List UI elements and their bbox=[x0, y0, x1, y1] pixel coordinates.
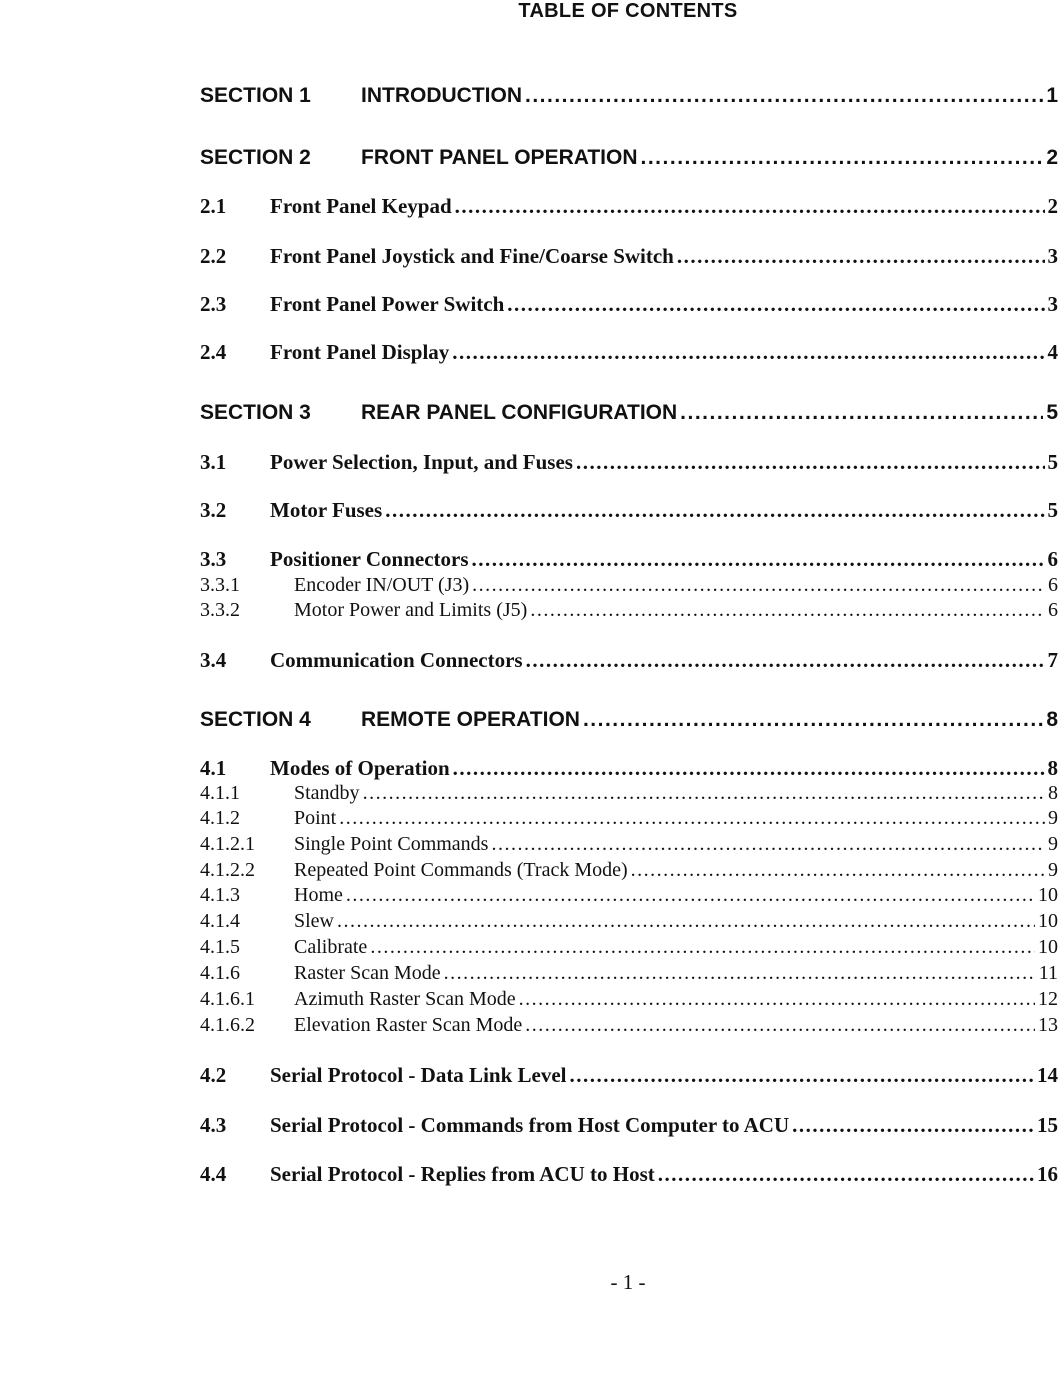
toc-number: SECTION 1 bbox=[200, 84, 311, 107]
toc-number: 4.1.6.2 bbox=[200, 1014, 255, 1036]
toc-entry-2-2[interactable] bbox=[200, 244, 1058, 269]
dot-leader bbox=[337, 910, 1035, 933]
toc-number: 4.2 bbox=[200, 1063, 227, 1087]
dot-leader bbox=[525, 84, 1043, 108]
toc-number: 3.2 bbox=[200, 498, 227, 522]
toc-number: 4.4 bbox=[200, 1162, 227, 1186]
toc-page-number: 3 bbox=[1047, 292, 1058, 316]
toc-page-number: 4 bbox=[1047, 340, 1058, 364]
toc-page-number: 7 bbox=[1047, 648, 1058, 672]
toc-entry-4-4[interactable] bbox=[200, 1162, 1058, 1187]
toc-page-number: 6 bbox=[1048, 599, 1058, 621]
toc-entry-2-4[interactable] bbox=[200, 340, 1058, 365]
toc-title: Calibrate bbox=[294, 936, 368, 958]
dot-leader bbox=[680, 401, 1043, 425]
toc-entry-3-3-2[interactable] bbox=[200, 599, 1058, 622]
toc-number: 4.1.3 bbox=[200, 884, 240, 906]
toc-entry-3-3-1[interactable] bbox=[200, 574, 1058, 597]
page-footer: - 1 - bbox=[610, 1270, 646, 1294]
toc-number: 4.1.2 bbox=[200, 807, 240, 829]
dot-leader bbox=[526, 648, 1045, 673]
toc-page-number: 9 bbox=[1048, 859, 1058, 881]
toc-page-number: 10 bbox=[1038, 910, 1058, 932]
toc-section-3[interactable] bbox=[200, 401, 1058, 425]
toc-number: 3.1 bbox=[200, 450, 227, 474]
dot-leader bbox=[363, 782, 1045, 805]
toc-title: Positioner Connectors bbox=[270, 547, 469, 571]
toc-title: Motor Power and Limits (J5) bbox=[294, 599, 528, 621]
toc-section-2[interactable] bbox=[200, 146, 1058, 170]
toc-number: 4.1.2.1 bbox=[200, 833, 255, 855]
toc-page-number: 16 bbox=[1037, 1162, 1058, 1186]
toc-entry-4-1-6[interactable] bbox=[200, 962, 1058, 985]
dot-leader bbox=[530, 599, 1045, 622]
toc-page-number: 8 bbox=[1046, 708, 1058, 731]
toc-number: 4.1.4 bbox=[200, 910, 240, 932]
toc-title: Communication Connectors bbox=[270, 648, 523, 672]
dot-leader bbox=[583, 708, 1043, 732]
toc-entry-4-1-2-2[interactable] bbox=[200, 859, 1058, 882]
toc-entry-2-3[interactable] bbox=[200, 292, 1058, 317]
toc-page-number: 6 bbox=[1048, 574, 1058, 596]
toc-title: Front Panel Keypad bbox=[270, 194, 452, 218]
toc-title: Modes of Operation bbox=[270, 756, 450, 780]
toc-title: Motor Fuses bbox=[270, 498, 383, 522]
toc-title: Serial Protocol - Data Link Level bbox=[270, 1063, 567, 1087]
toc-title: Azimuth Raster Scan Mode bbox=[294, 988, 516, 1010]
toc-title: Home bbox=[294, 884, 343, 906]
toc-page-number: 5 bbox=[1047, 450, 1058, 474]
toc-section-4[interactable] bbox=[200, 708, 1058, 732]
toc-page-number: 8 bbox=[1048, 782, 1058, 804]
toc-page-number: 2 bbox=[1046, 146, 1058, 169]
dot-leader bbox=[370, 936, 1035, 959]
toc-entry-3-1[interactable] bbox=[200, 450, 1058, 475]
toc-entry-4-2[interactable] bbox=[200, 1063, 1058, 1088]
toc-title: Repeated Point Commands (Track Mode) bbox=[294, 859, 628, 881]
toc-number: 3.3.2 bbox=[200, 599, 240, 621]
dot-leader bbox=[677, 244, 1045, 269]
toc-number: 4.1.1 bbox=[200, 782, 240, 804]
dot-leader bbox=[658, 1162, 1034, 1187]
toc-number: SECTION 4 bbox=[200, 708, 311, 731]
toc-title: INTRODUCTION bbox=[361, 84, 522, 107]
toc-title: Elevation Raster Scan Mode bbox=[294, 1014, 523, 1036]
dot-leader bbox=[452, 340, 1044, 365]
dot-leader bbox=[507, 292, 1044, 317]
toc-entry-3-3[interactable] bbox=[200, 547, 1058, 572]
toc-number: SECTION 3 bbox=[200, 401, 311, 424]
dot-leader bbox=[631, 859, 1045, 882]
dot-leader bbox=[455, 194, 1045, 219]
toc-entry-4-1-6-1[interactable] bbox=[200, 988, 1058, 1011]
toc-number: 4.1 bbox=[200, 756, 227, 780]
toc-page-number: 1 bbox=[1046, 84, 1058, 107]
toc-title: REMOTE OPERATION bbox=[361, 708, 580, 731]
toc-title: Serial Protocol - Replies from ACU to Host bbox=[270, 1162, 655, 1186]
dot-leader bbox=[472, 547, 1045, 572]
toc-number: 2.4 bbox=[200, 340, 227, 364]
toc-number: 2.1 bbox=[200, 194, 227, 218]
toc-entry-4-1-4[interactable] bbox=[200, 910, 1058, 933]
toc-entry-4-1-1[interactable] bbox=[200, 782, 1058, 805]
toc-number: 4.1.5 bbox=[200, 936, 240, 958]
dot-leader bbox=[346, 884, 1035, 907]
toc-title: Power Selection, Input, and Fuses bbox=[270, 450, 573, 474]
toc-number: 3.3.1 bbox=[200, 574, 240, 596]
toc-page-number: 14 bbox=[1037, 1063, 1058, 1087]
dot-leader bbox=[472, 574, 1045, 597]
dot-leader bbox=[339, 807, 1045, 830]
toc-page-number: 12 bbox=[1038, 988, 1058, 1010]
toc-entry-4-1[interactable] bbox=[200, 756, 1058, 781]
toc-title: Front Panel Power Switch bbox=[270, 292, 505, 316]
toc-entry-4-1-6-2[interactable] bbox=[200, 1014, 1058, 1037]
toc-page-number: 11 bbox=[1038, 962, 1058, 984]
toc-title: FRONT PANEL OPERATION bbox=[361, 146, 638, 169]
toc-page-number: 10 bbox=[1038, 936, 1058, 958]
toc-entry-3-4[interactable] bbox=[200, 648, 1058, 673]
toc-page-number: 5 bbox=[1046, 401, 1058, 424]
toc-page-number: 15 bbox=[1037, 1113, 1058, 1137]
toc-number: 2.3 bbox=[200, 292, 227, 316]
dot-leader bbox=[385, 498, 1044, 523]
dot-leader bbox=[491, 833, 1045, 856]
toc-page-number: 2 bbox=[1047, 194, 1058, 218]
dot-leader bbox=[519, 988, 1035, 1011]
toc-page-number: 6 bbox=[1047, 547, 1058, 571]
toc-title: Slew bbox=[294, 910, 334, 932]
toc-page-number: 8 bbox=[1047, 756, 1058, 780]
toc-title: Serial Protocol - Commands from Host Computer to ACU bbox=[270, 1113, 790, 1137]
dot-leader bbox=[792, 1113, 1034, 1138]
toc-page-number: 5 bbox=[1047, 498, 1058, 522]
toc-title: Single Point Commands bbox=[294, 833, 489, 855]
toc-number: 4.3 bbox=[200, 1113, 227, 1137]
toc-section-1[interactable] bbox=[200, 84, 1058, 108]
dot-leader bbox=[453, 756, 1045, 781]
toc-number: SECTION 2 bbox=[200, 146, 311, 169]
toc-number: 2.2 bbox=[200, 244, 227, 268]
toc-page-number: 13 bbox=[1038, 1014, 1058, 1036]
toc-entry-4-3[interactable] bbox=[200, 1113, 1058, 1138]
toc-title: Point bbox=[294, 807, 337, 829]
dot-leader bbox=[641, 146, 1044, 170]
toc-title: Encoder IN/OUT (J3) bbox=[294, 574, 470, 596]
dot-leader bbox=[570, 1063, 1035, 1088]
dot-leader bbox=[444, 962, 1036, 985]
toc-entry-4-1-5[interactable] bbox=[200, 936, 1058, 959]
toc-title: Raster Scan Mode bbox=[294, 962, 441, 984]
toc-entry-4-1-2-1[interactable] bbox=[200, 833, 1058, 856]
toc-page-number: 3 bbox=[1047, 244, 1058, 268]
toc-title: Standby bbox=[294, 782, 360, 804]
toc-number: 3.3 bbox=[200, 547, 227, 571]
toc-entry-4-1-2[interactable] bbox=[200, 807, 1058, 830]
toc-number: 4.1.6 bbox=[200, 962, 240, 984]
toc-entry-3-2[interactable] bbox=[200, 498, 1058, 523]
toc-number: 4.1.6.1 bbox=[200, 988, 255, 1010]
page-title: TABLE OF CONTENTS bbox=[518, 0, 738, 22]
toc-entry-2-1[interactable] bbox=[200, 194, 1058, 219]
dot-leader bbox=[525, 1014, 1035, 1037]
toc-page-number: 10 bbox=[1038, 884, 1058, 906]
toc-number: 4.1.2.2 bbox=[200, 859, 255, 881]
toc-number: 3.4 bbox=[200, 648, 227, 672]
toc-page-number: 9 bbox=[1048, 807, 1058, 829]
toc-title: Front Panel Joystick and Fine/Coarse Switch bbox=[270, 244, 674, 268]
toc-page-number: 9 bbox=[1048, 833, 1058, 855]
toc-title: Front Panel Display bbox=[270, 340, 450, 364]
dot-leader bbox=[576, 450, 1045, 475]
toc-title: REAR PANEL CONFIGURATION bbox=[361, 401, 678, 424]
toc-entry-4-1-3[interactable] bbox=[200, 884, 1058, 907]
